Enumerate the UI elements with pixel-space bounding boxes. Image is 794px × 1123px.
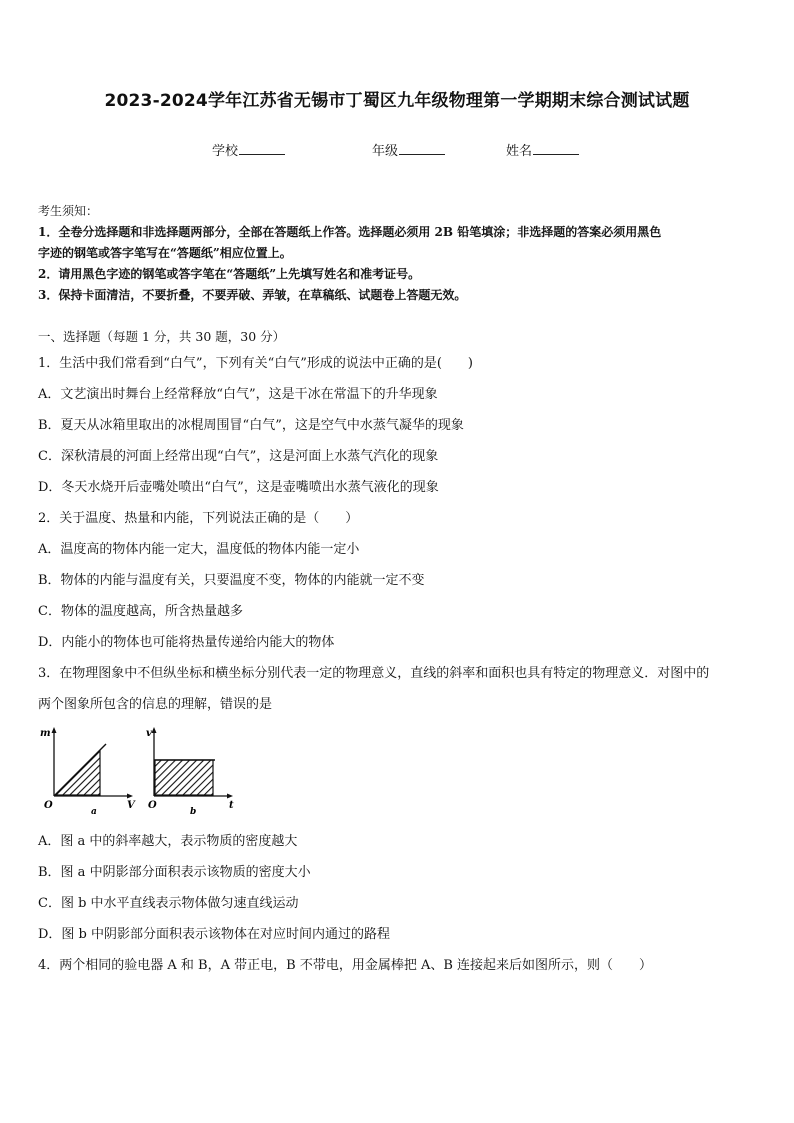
figure-b xyxy=(146,727,234,817)
figure-a-origin: O xyxy=(44,800,53,811)
notice-item: 2．请用黑色字迹的钢笔或答字笔在“答题纸”上先填写姓名和准考证号。 xyxy=(38,267,421,281)
q1-stem: 1．生活中我们常看到“白气”，下列有关“白气”形成的说法中正确的是( ) xyxy=(38,356,473,371)
q3-stem-line1: 3．在物理图象中不但纵坐标和横坐标分别代表一定的物理意义，直线的斜率和面积也具有特定的物理意义．对图中的 xyxy=(38,666,710,681)
q3-option-a: A．图 a 中的斜率越大，表示物质的密度越大 xyxy=(38,834,298,849)
figure-b-shaded-area xyxy=(155,760,213,795)
name-blank[interactable] xyxy=(533,142,579,155)
figure-a-x-label: V xyxy=(127,800,135,811)
figure-a-y-label: m xyxy=(40,728,51,739)
q3-option-d: D．图 b 中阴影部分面积表示该物体在对应时间内通过的路程 xyxy=(38,927,391,942)
grade-field xyxy=(372,140,445,159)
figure-b-origin: O xyxy=(148,800,157,811)
figure-a xyxy=(40,727,136,817)
figure-a-y-arrow xyxy=(52,727,57,733)
notice-heading: 考生须知： xyxy=(38,204,99,218)
notice-item: 字迹的钢笔或答字笔写在“答题纸”相应位置上。 xyxy=(38,246,292,260)
grade-label: 年级 xyxy=(372,144,399,159)
notice-item: 3．保持卡面清洁，不要折叠，不要弄破、弄皱，在草稿纸、试题卷上答题无效。 xyxy=(38,288,467,302)
figure-b-caption: b xyxy=(190,807,197,817)
figure-b-x-arrow xyxy=(227,794,233,799)
q3-figures xyxy=(34,724,254,824)
name-field xyxy=(506,140,579,159)
q1-option-a: A．文艺演出时舞台上经常释放“白气”，这是干冰在常温下的升华现象 xyxy=(38,387,438,402)
school-label: 学校 xyxy=(212,144,239,159)
q4-stem: 4．两个相同的验电器 A 和 B，A 带正电，B 不带电，用金属棒把 A、B 连接起来后如图所示，则（ ） xyxy=(38,958,653,973)
q3-stem-line2: 两个图象所包含的信息的理解，错误的是 xyxy=(38,697,273,712)
figure-a-caption: a xyxy=(91,807,97,817)
q3-option-c: C．图 b 中水平直线表示物体做匀速直线运动 xyxy=(38,896,299,911)
q3-option-b: B．图 a 中阴影部分面积表示该物质的密度大小 xyxy=(38,865,311,880)
figure-b-y-label: v xyxy=(146,728,152,739)
figure-b-y-arrow xyxy=(152,727,157,733)
q2-stem: 2．关于温度、热量和内能，下列说法正确的是（ ） xyxy=(38,511,359,526)
q2-option-c: C．物体的温度越高，所含热量越多 xyxy=(38,604,243,619)
q1-option-b: B．夏天从冰箱里取出的冰棍周围冒“白气”，这是空气中水蒸气凝华的现象 xyxy=(38,418,464,433)
figure-a-x-arrow xyxy=(127,794,133,799)
figure-b-x-label: t xyxy=(229,800,234,811)
section-heading: 一、选择题（每题 1 分，共 30 题，30 分） xyxy=(38,329,286,344)
school-field xyxy=(212,140,285,159)
q2-option-a: A．温度高的物体内能一定大，温度低的物体内能一定小 xyxy=(38,542,360,557)
figure-a-shaded-area xyxy=(56,751,100,795)
q2-option-d: D．内能小的物体也可能将热量传递给内能大的物体 xyxy=(38,635,335,650)
school-blank[interactable] xyxy=(239,142,285,155)
grade-blank[interactable] xyxy=(399,142,445,155)
q1-option-c: C．深秋清晨的河面上经常出现“白气”，这是河面上水蒸气汽化的现象 xyxy=(38,449,439,464)
name-label: 姓名 xyxy=(506,144,533,159)
page-title: 2023-2024学年江苏省无锡市丁蜀区九年级物理第一学期期末综合测试试题 xyxy=(104,91,690,111)
notice-item: 1．全卷分选择题和非选择题两部分，全部在答题纸上作答。选择题必须用 2B 铅笔填涂；非选择题的答案必须用黑色 xyxy=(38,225,662,239)
q1-option-d: D．冬天水烧开后壶嘴处喷出“白气”，这是壶嘴喷出水蒸气液化的现象 xyxy=(38,480,439,495)
q2-option-b: B．物体的内能与温度有关，只要温度不变，物体的内能就一定不变 xyxy=(38,573,425,588)
